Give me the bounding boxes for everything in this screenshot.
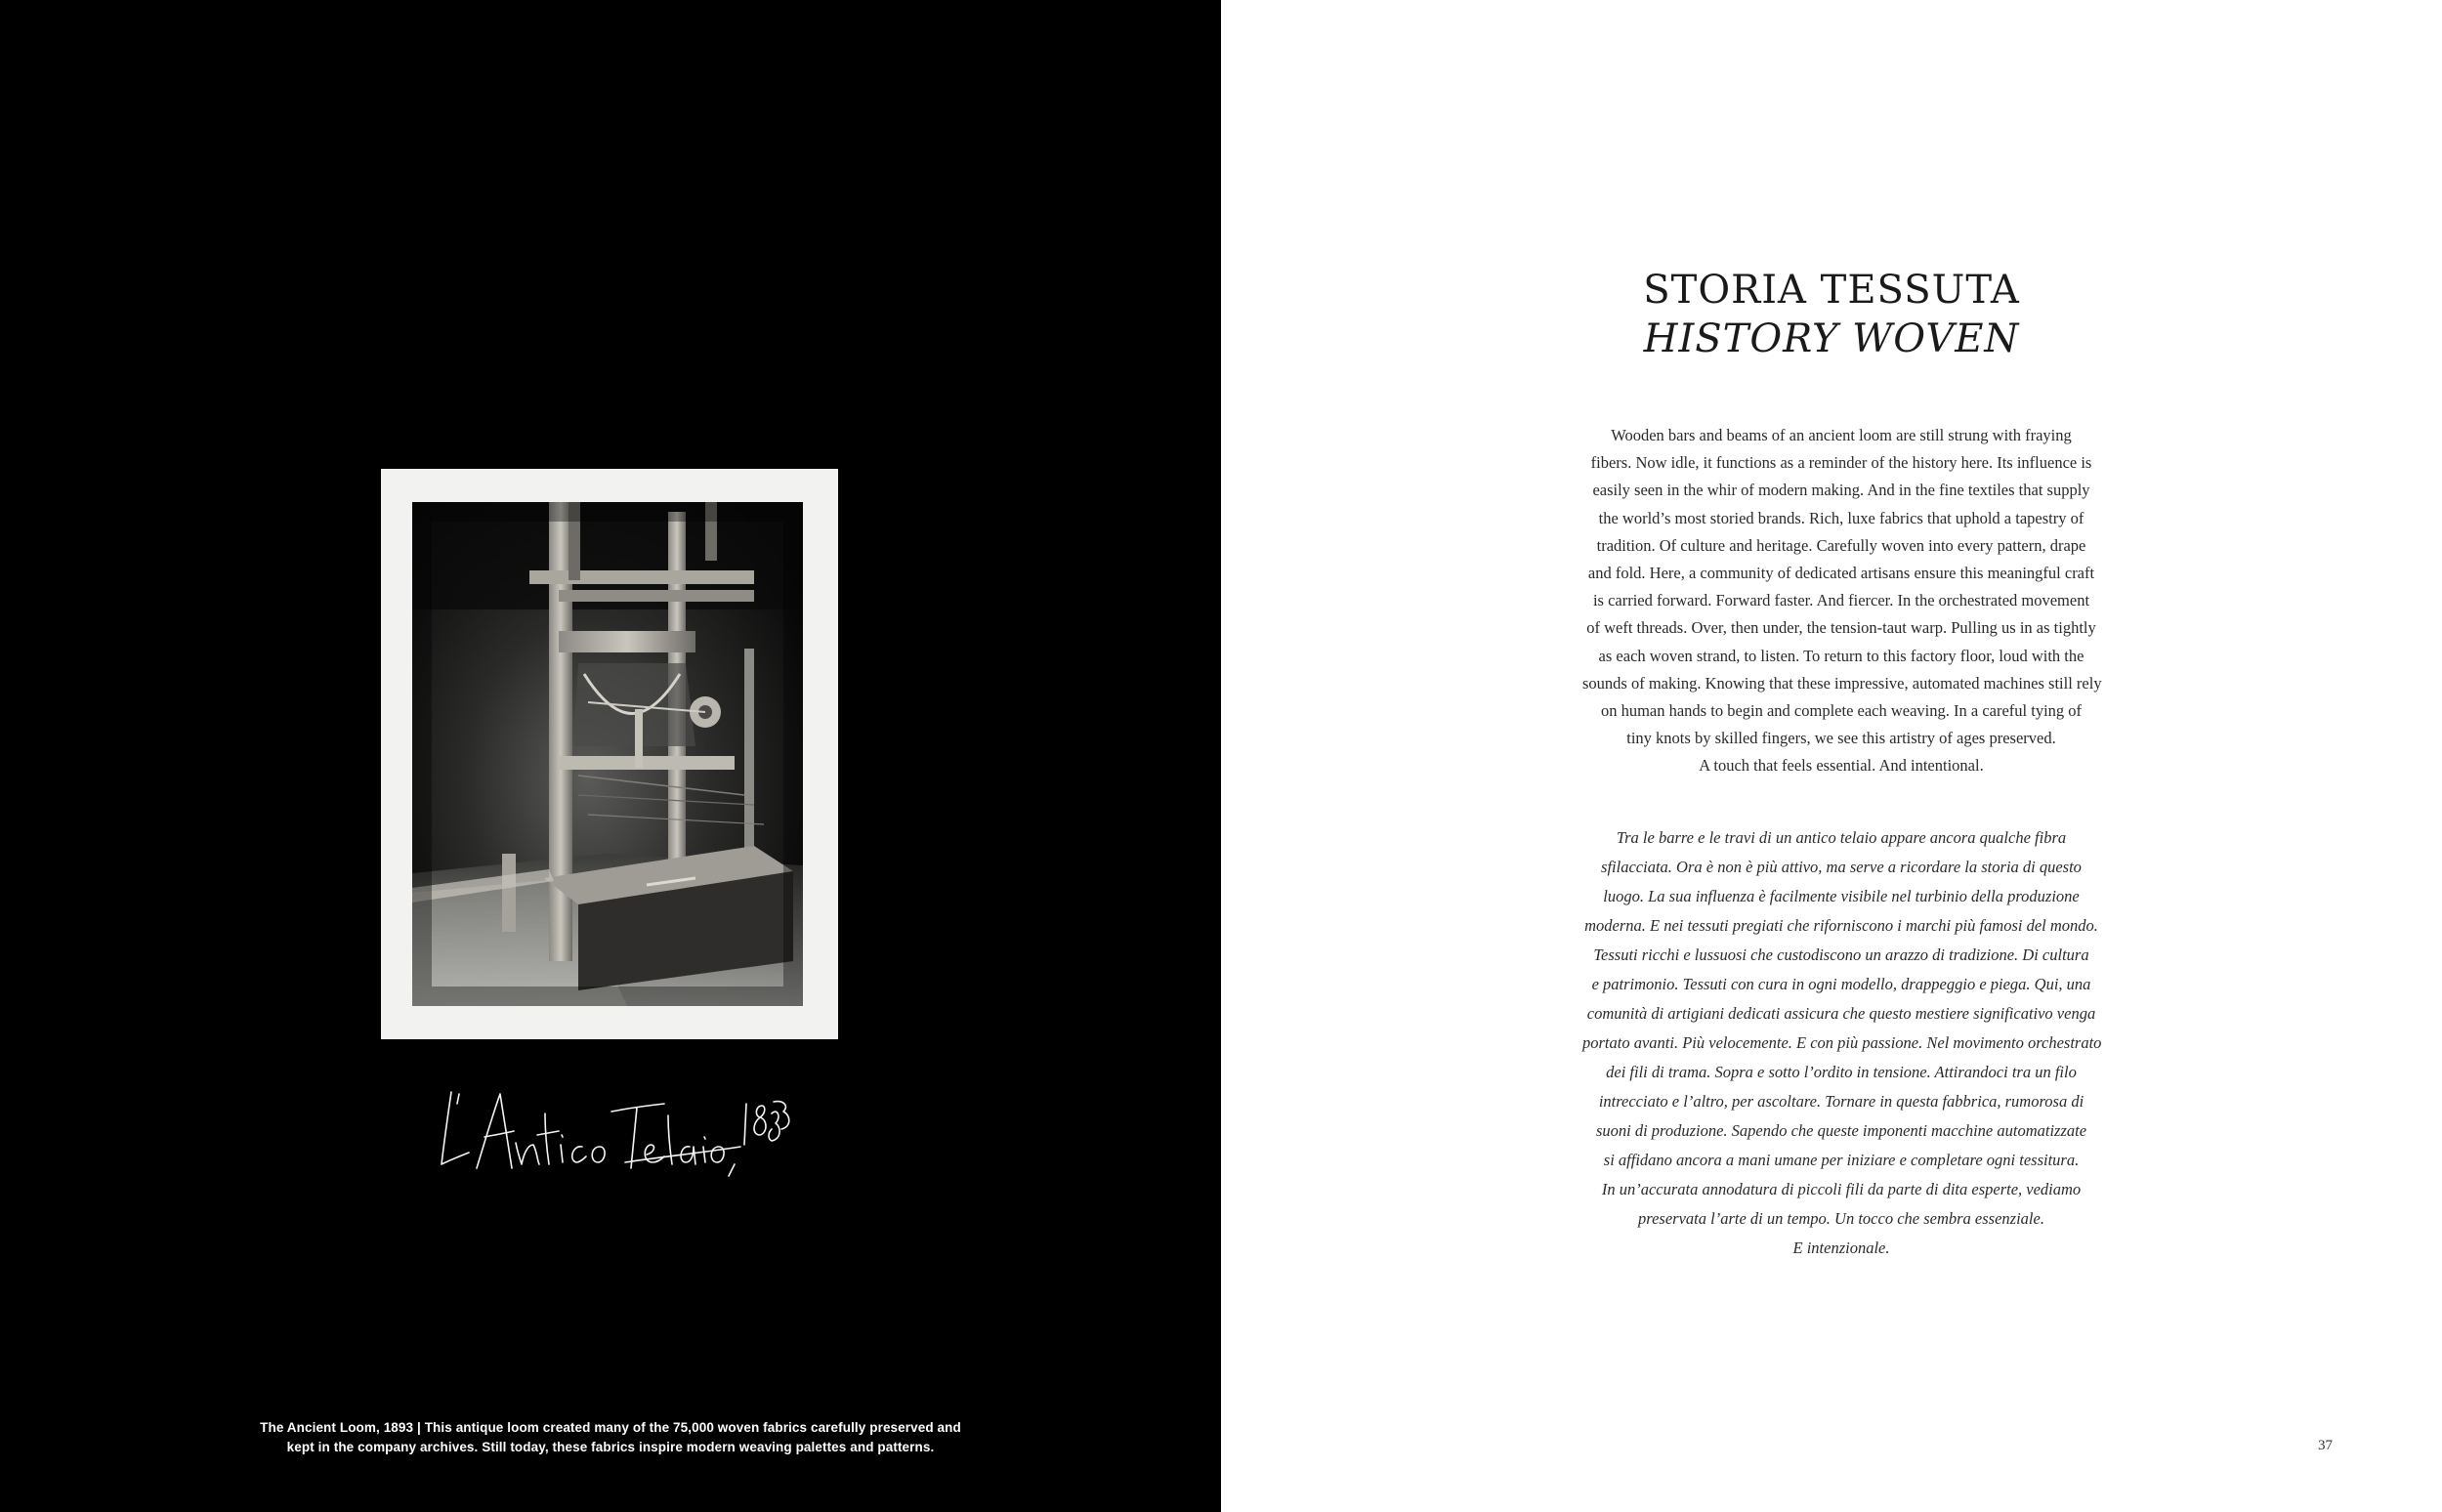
- text-line: of weft threads. Over, then under, the tension-taut warp. Pulling us in as tightly: [1586, 618, 2096, 638]
- title-english: HISTORY WOVEN: [1643, 316, 2020, 361]
- page-number: [1221, 1438, 2333, 1454]
- text-line: Tra le barre e le travi di un antico telaio appare ancora qualche fibra: [1616, 828, 2067, 847]
- text-line: luogo. La sua influenza è facilmente visibile nel turbinio della produzione: [1603, 887, 2080, 905]
- text-line: si affidano ancora a mani umane per iniziare e completare ogni tessitura.: [1603, 1151, 2080, 1169]
- photo-caption: [254, 1418, 967, 1457]
- text-line: and fold. Here, a community of dedicated artisans ensure this meaningful craft: [1587, 564, 2095, 583]
- text-line: intrecciato e l’altro, per ascoltare. Tornare in questa fabbrica, rumorosa di: [1598, 1092, 2084, 1111]
- text-line: sounds of making. Knowing that these impressive, automated machines still rely: [1582, 673, 2102, 693]
- page-number-text: 37: [2318, 1438, 2333, 1453]
- text-line: moderna. E nei tessuti pregiati che riforniscono i marchi più famosi del mondo.: [1584, 916, 2098, 935]
- text-line: Tessuti ricchi e lussuosi che custodiscono un arazzo di tradizione. Di cultura: [1593, 945, 2089, 964]
- body-text-italian: [1582, 823, 2100, 1263]
- text-line: E intenzionale.: [1792, 1239, 1890, 1257]
- body-text-english: [1582, 422, 2100, 780]
- text-line: sfilacciata. Ora è non è più attivo, ma serve a ricordare la storia di questo: [1601, 858, 2082, 876]
- text-line: portato avanti. Più velocemente. E con più passione. Nel movimento orchestrato: [1582, 1033, 2102, 1052]
- text-line: fibers. Now idle, it functions as a reminder of the history here. Its influence is: [1590, 453, 2092, 473]
- text-line: A touch that feels essential. And intentional.: [1699, 756, 1984, 776]
- text-line: as each woven strand, to listen. To return to this factory floor, loud with the: [1598, 646, 2084, 665]
- text-line: the world’s most storied brands. Rich, luxe fabrics that uphold a tapestry of: [1598, 508, 2084, 527]
- title-italian: STORIA TESSUTA: [1643, 268, 2020, 313]
- text-line: comunità di artigiani dedicati assicura che questo mestiere significativo venga: [1586, 1004, 2096, 1023]
- text-line: on human hands to begin and complete each weaving. In a careful tying of: [1600, 701, 2083, 721]
- text-line: easily seen in the whir of modern making. And in the fine textiles that supply: [1592, 481, 2090, 500]
- page-title: [1221, 266, 2442, 363]
- text-line: e patrimonio. Tessuti con cura in ogni modello, drappeggio e piega. Qui, una: [1591, 975, 2091, 993]
- handwritten-signature: [430, 1074, 781, 1182]
- right-page: [1221, 0, 2442, 1512]
- text-line: is carried forward. Forward faster. And fiercer. In the orchestrated movement: [1592, 591, 2090, 610]
- text-line: tiny knots by skilled fingers, we see this artistry of ages preserved.: [1626, 729, 2056, 748]
- text-line: In un’accurata annodatura di piccoli fili da parte di dita esperte, vediamo: [1601, 1180, 2082, 1198]
- vintage-loom-photo-icon: [412, 502, 803, 1006]
- text-line: preservata l’arte di un tempo. Un tocco che sembra essenziale.: [1638, 1209, 2044, 1228]
- caption-line: The Ancient Loom, 1893 | This antique loom created many of the 75,000 woven fabrics carefully preserved and: [260, 1420, 961, 1435]
- text-line: tradition. Of culture and heritage. Carefully woven into every pattern, drape: [1596, 535, 2086, 555]
- text-line: suoni di produzione. Sapendo che queste imponenti macchine automatizzate: [1595, 1121, 2087, 1140]
- polaroid-photo-frame: [381, 469, 838, 1039]
- text-line: Wooden bars and beams of an ancient loom are still strung with fraying: [1611, 426, 2072, 444]
- caption-line: kept in the company archives. Still today, these fabrics inspire modern weaving palettes and patterns.: [286, 1440, 935, 1454]
- text-line: dei fili di trama. Sopra e sotto l’ordito in tensione. Attirandoci tra un filo: [1606, 1063, 2077, 1081]
